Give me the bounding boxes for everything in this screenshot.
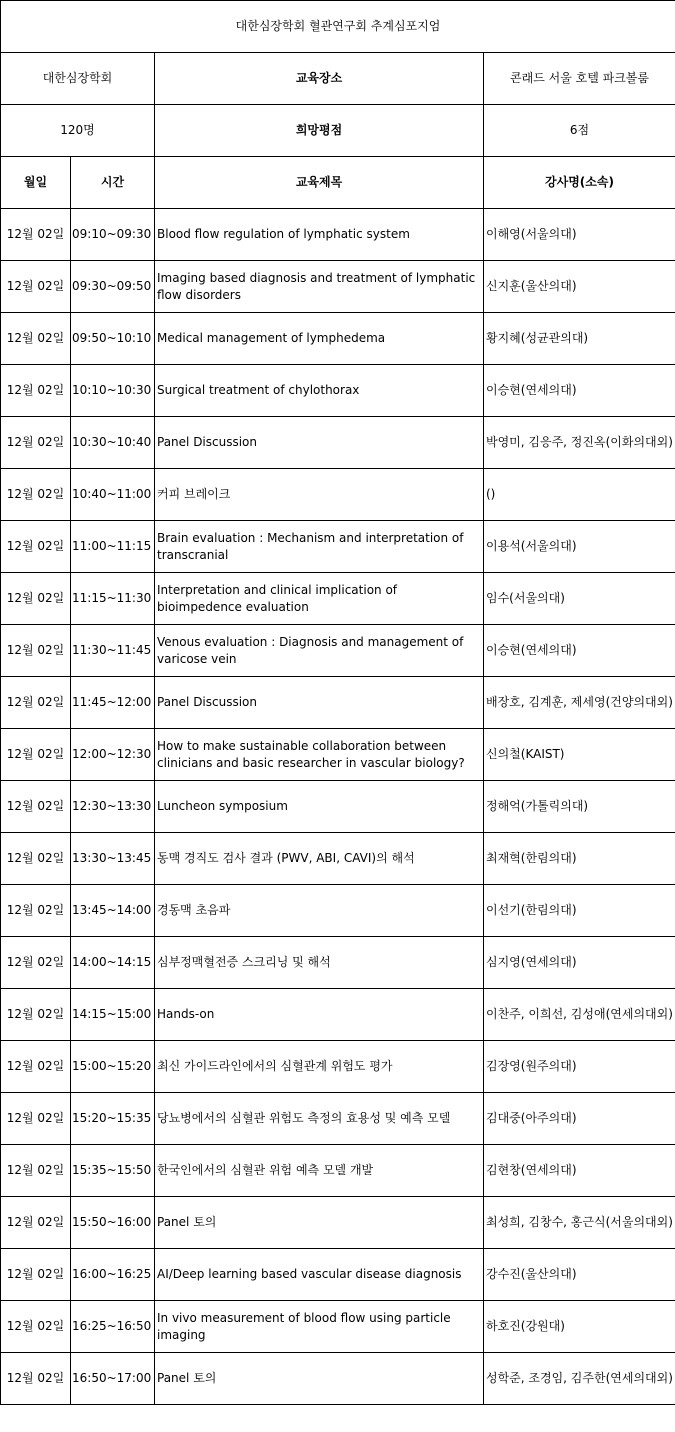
session-time: 15:00~15:20 <box>71 1041 155 1093</box>
session-title: Surgical treatment of chylothorax <box>155 365 484 417</box>
session-date: 12월 02일 <box>1 989 71 1041</box>
session-title: Panel 토의 <box>155 1197 484 1249</box>
session-speaker: 김현창(연세의대) <box>484 1145 675 1197</box>
table-row <box>1 521 675 573</box>
session-time: 11:15~11:30 <box>71 573 155 625</box>
table-row <box>1 781 675 833</box>
table-row <box>1 573 675 625</box>
session-time: 13:45~14:00 <box>71 885 155 937</box>
session-date: 12월 02일 <box>1 1145 71 1197</box>
session-date: 12월 02일 <box>1 469 71 521</box>
session-title: Venous evaluation : Diagnosis and management of varicose vein <box>155 625 484 677</box>
session-speaker: () <box>484 469 675 521</box>
session-time: 15:50~16:00 <box>71 1197 155 1249</box>
session-title: 동맥 경직도 검사 결과 (PWV, ABI, CAVI)의 해석 <box>155 833 484 885</box>
session-time: 12:00~12:30 <box>71 729 155 781</box>
session-speaker: 강수진(울산의대) <box>484 1249 675 1301</box>
table-row <box>1 989 675 1041</box>
session-time: 10:30~10:40 <box>71 417 155 469</box>
credit-value: 6점 <box>484 105 675 157</box>
session-time: 16:50~17:00 <box>71 1353 155 1405</box>
session-speaker: 김장영(원주의대) <box>484 1041 675 1093</box>
table-row <box>1 1145 675 1197</box>
session-title: Imaging based diagnosis and treatment of lymphatic flow disorders <box>155 261 484 313</box>
session-date: 12월 02일 <box>1 417 71 469</box>
session-date: 12월 02일 <box>1 313 71 365</box>
table-row <box>1 261 675 313</box>
table-row <box>1 469 675 521</box>
session-date: 12월 02일 <box>1 781 71 833</box>
session-title: 커피 브레이크 <box>155 469 484 521</box>
session-time: 12:30~13:30 <box>71 781 155 833</box>
session-title: Luncheon symposium <box>155 781 484 833</box>
session-speaker: 이승현(연세의대) <box>484 625 675 677</box>
session-speaker: 신지훈(울산의대) <box>484 261 675 313</box>
session-speaker: 배장호, 김계훈, 제세영(건양의대외) <box>484 677 675 729</box>
session-time: 11:45~12:00 <box>71 677 155 729</box>
title-row <box>1 1 675 53</box>
session-date: 12월 02일 <box>1 729 71 781</box>
session-speaker: 심지영(연세의대) <box>484 937 675 989</box>
session-time: 14:00~14:15 <box>71 937 155 989</box>
header-title: 교육제목 <box>155 157 484 209</box>
session-speaker: 최재혁(한림의대) <box>484 833 675 885</box>
session-speaker: 김대중(아주의대) <box>484 1093 675 1145</box>
session-speaker: 최성희, 김창수, 홍근식(서울의대외) <box>484 1197 675 1249</box>
session-time: 16:00~16:25 <box>71 1249 155 1301</box>
session-title: Brain evaluation : Mechanism and interpretation of transcranial <box>155 521 484 573</box>
session-date: 12월 02일 <box>1 937 71 989</box>
session-time: 11:00~11:15 <box>71 521 155 573</box>
session-date: 12월 02일 <box>1 625 71 677</box>
venue-label: 교육장소 <box>155 53 484 105</box>
session-title: 심부정맥혈전증 스크리닝 및 해석 <box>155 937 484 989</box>
session-date: 12월 02일 <box>1 1249 71 1301</box>
header-speaker: 강사명(소속) <box>484 157 675 209</box>
table-row <box>1 729 675 781</box>
session-title: 한국인에서의 심혈관 위험 예측 모델 개발 <box>155 1145 484 1197</box>
session-time: 15:35~15:50 <box>71 1145 155 1197</box>
session-title: Panel Discussion <box>155 417 484 469</box>
table-row <box>1 365 675 417</box>
session-speaker: 이해영(서울의대) <box>484 209 675 261</box>
session-date: 12월 02일 <box>1 209 71 261</box>
session-speaker: 이승현(연세의대) <box>484 365 675 417</box>
header-time: 시간 <box>71 157 155 209</box>
session-date: 12월 02일 <box>1 521 71 573</box>
table-row <box>1 417 675 469</box>
session-date: 12월 02일 <box>1 1093 71 1145</box>
session-speaker: 하호진(강원대) <box>484 1301 675 1353</box>
session-date: 12월 02일 <box>1 261 71 313</box>
table-row <box>1 885 675 937</box>
table-header-row <box>1 157 675 209</box>
organizer-value: 대한심장학회 <box>1 53 155 105</box>
table-row <box>1 1301 675 1353</box>
session-title: Interpretation and clinical implication of bioimpedence evaluation <box>155 573 484 625</box>
table-row <box>1 313 675 365</box>
session-speaker: 이선기(한림의대) <box>484 885 675 937</box>
table-row <box>1 1353 675 1405</box>
session-title: In vivo measurement of blood flow using particle imaging <box>155 1301 484 1353</box>
session-date: 12월 02일 <box>1 573 71 625</box>
session-speaker: 정해억(가톨릭의대) <box>484 781 675 833</box>
page-title: 대한심장학회 혈관연구회 추계심포지엄 <box>1 1 675 53</box>
session-title: AI/Deep learning based vascular disease diagnosis <box>155 1249 484 1301</box>
table-row <box>1 1093 675 1145</box>
session-time: 09:10~09:30 <box>71 209 155 261</box>
session-speaker: 황지혜(성균관의대) <box>484 313 675 365</box>
session-date: 12월 02일 <box>1 1197 71 1249</box>
table-row <box>1 677 675 729</box>
session-time: 16:25~16:50 <box>71 1301 155 1353</box>
session-title: Panel Discussion <box>155 677 484 729</box>
credit-row <box>1 105 675 157</box>
session-date: 12월 02일 <box>1 1041 71 1093</box>
venue-row <box>1 53 675 105</box>
session-title: Hands-on <box>155 989 484 1041</box>
table-row <box>1 1249 675 1301</box>
table-row <box>1 625 675 677</box>
session-title: Blood flow regulation of lymphatic system <box>155 209 484 261</box>
session-speaker: 이용석(서울의대) <box>484 521 675 573</box>
session-title: Panel 토의 <box>155 1353 484 1405</box>
session-date: 12월 02일 <box>1 365 71 417</box>
header-date: 월일 <box>1 157 71 209</box>
session-time: 09:50~10:10 <box>71 313 155 365</box>
table-row <box>1 1041 675 1093</box>
session-time: 10:10~10:30 <box>71 365 155 417</box>
credit-label: 희망평점 <box>155 105 484 157</box>
session-time: 11:30~11:45 <box>71 625 155 677</box>
capacity-value: 120명 <box>1 105 155 157</box>
session-time: 13:30~13:45 <box>71 833 155 885</box>
session-date: 12월 02일 <box>1 1301 71 1353</box>
session-speaker: 박영미, 김응주, 정진옥(이화의대외) <box>484 417 675 469</box>
session-title: 경동맥 초음파 <box>155 885 484 937</box>
session-time: 15:20~15:35 <box>71 1093 155 1145</box>
table-row <box>1 937 675 989</box>
session-speaker: 성학준, 조경임, 김주한(연세의대외) <box>484 1353 675 1405</box>
table-row <box>1 833 675 885</box>
session-time: 10:40~11:00 <box>71 469 155 521</box>
session-speaker: 신의철(KAIST) <box>484 729 675 781</box>
session-speaker: 임수(서울의대) <box>484 573 675 625</box>
session-time: 14:15~15:00 <box>71 989 155 1041</box>
session-date: 12월 02일 <box>1 677 71 729</box>
table-row <box>1 209 675 261</box>
session-title: 당뇨병에서의 심혈관 위험도 측정의 효용성 및 예측 모델 <box>155 1093 484 1145</box>
session-speaker: 이찬주, 이희선, 김성애(연세의대외) <box>484 989 675 1041</box>
venue-value: 콘래드 서울 호텔 파크볼룸 <box>484 53 675 105</box>
session-date: 12월 02일 <box>1 1353 71 1405</box>
table-row <box>1 1197 675 1249</box>
session-title: Medical management of lymphedema <box>155 313 484 365</box>
session-time: 09:30~09:50 <box>71 261 155 313</box>
session-date: 12월 02일 <box>1 885 71 937</box>
session-title: 최신 가이드라인에서의 심혈관계 위험도 평가 <box>155 1041 484 1093</box>
session-date: 12월 02일 <box>1 833 71 885</box>
session-title: How to make sustainable collaboration between clinicians and basic researcher in vascular biology? <box>155 729 484 781</box>
